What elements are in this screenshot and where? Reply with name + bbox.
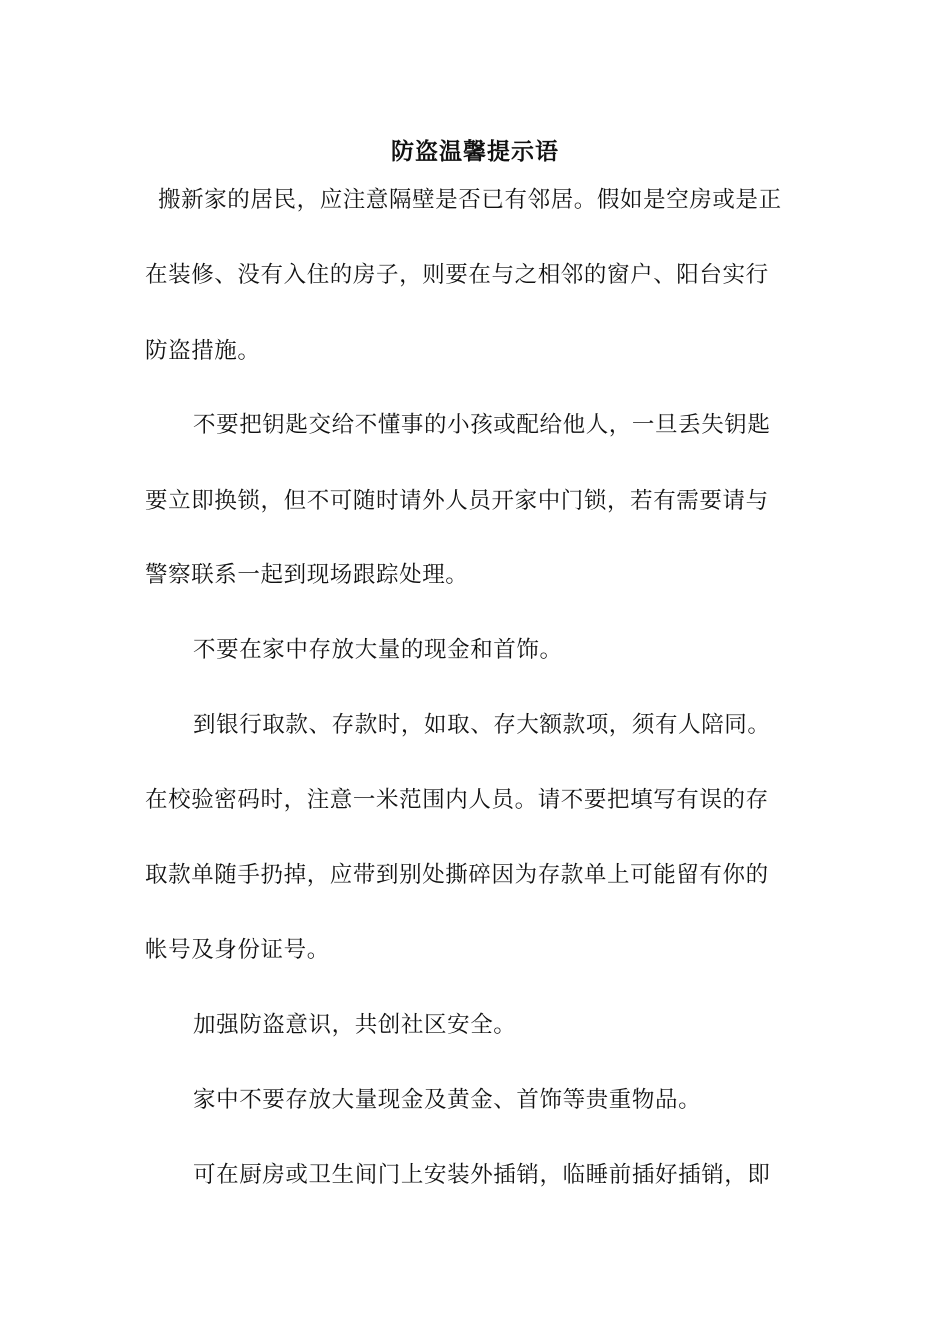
paragraph-line: 可在厨房或卫生间门上安装外插销，临睡前插好插销，即 <box>193 1162 771 1188</box>
paragraph-line: 要立即换锁，但不可随时请外人员开家中门锁，若有需要请与 <box>145 488 769 514</box>
paragraph-line: 警察联系一起到现场跟踪处理。 <box>145 562 469 588</box>
document-title: 防盗温馨提示语 <box>391 138 559 165</box>
paragraph-line: 到银行取款、存款时，如取、存大额款项，须有人陪同。 <box>193 712 771 738</box>
paragraph-line: 不要把钥匙交给不懂事的小孩或配给他人，一旦丢失钥匙 <box>193 412 771 438</box>
paragraph-line: 搬新家的居民，应注意隔壁是否已有邻居。假如是空房或是正 <box>158 187 782 213</box>
paragraph-line: 加强防盗意识，共创社区安全。 <box>193 1012 517 1038</box>
paragraph-line: 取款单随手扔掉，应带到别处撕碎因为存款单上可能留有你的 <box>145 862 769 888</box>
paragraph-line: 家中不要存放大量现金及黄金、首饰等贵重物品。 <box>193 1087 702 1113</box>
paragraph-line: 防盗措施。 <box>145 338 261 364</box>
paragraph-line: 在校验密码时，注意一米范围内人员。请不要把填写有误的存 <box>145 787 769 813</box>
paragraph-line: 在装修、没有入住的房子，则要在与之相邻的窗户、阳台实行 <box>145 262 769 288</box>
paragraph-line: 帐号及身份证号。 <box>145 937 330 963</box>
paragraph-line: 不要在家中存放大量的现金和首饰。 <box>193 637 563 663</box>
